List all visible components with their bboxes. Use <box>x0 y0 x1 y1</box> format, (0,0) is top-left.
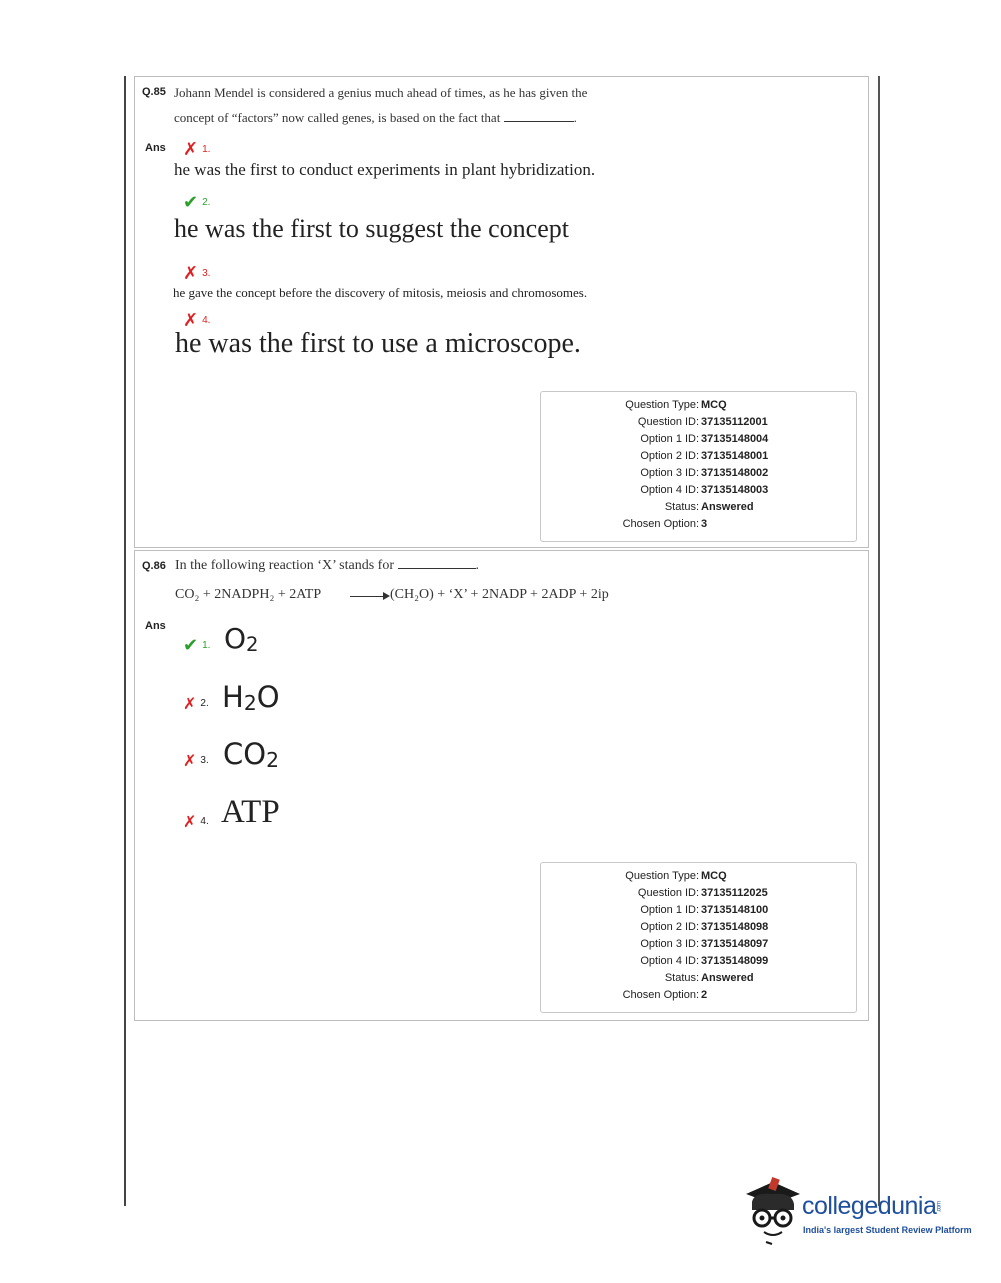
meta-row: Question Type : MCQ <box>625 399 727 411</box>
meta-key: Option 3 ID <box>640 938 696 950</box>
logo-suffix: .com <box>936 1201 943 1213</box>
logo-tagline: India's largest Student Review Platform <box>803 1225 972 1235</box>
option-2-mark <box>183 192 210 213</box>
cross-icon: ✗ <box>183 263 199 284</box>
meta-key: Question ID <box>637 416 696 428</box>
meta-value: MCQ <box>701 870 727 882</box>
option-number: 4. <box>202 315 211 326</box>
check-icon: ✔ <box>183 635 199 656</box>
option-3-text: CO2 <box>223 737 279 773</box>
meta-key: Question Type <box>625 870 696 882</box>
mascot-icon <box>742 1176 804 1246</box>
meta-row: Question ID : 37135112025 <box>637 887 768 899</box>
question-text-end: . <box>475 558 480 573</box>
meta-value: 37135112001 <box>701 416 768 428</box>
meta-value: 37135148004 <box>701 433 769 445</box>
option-4-mark <box>183 812 209 831</box>
answer-blank <box>504 121 574 122</box>
meta-key: Chosen Option <box>622 518 696 530</box>
check-icon: ✔ <box>183 192 199 213</box>
option-3-mark <box>183 263 210 284</box>
question-number: Q.86 <box>142 560 166 572</box>
question-text <box>174 110 577 126</box>
left-frame-line <box>124 76 126 1206</box>
option-number: 2. <box>200 698 209 709</box>
meta-key: Status <box>664 501 696 513</box>
reaction-arrow-line <box>350 596 384 597</box>
meta-key: Option 2 ID <box>640 921 696 933</box>
option-number: 3. <box>202 268 211 279</box>
meta-value: Answered <box>701 972 754 984</box>
logo-wordmark <box>802 1192 945 1221</box>
meta-row: Status : Answered <box>664 501 754 513</box>
option-4-text: he was the first to use a microscope. <box>175 328 581 359</box>
question-85-meta-box <box>540 391 857 542</box>
meta-value: 37135148097 <box>701 938 769 950</box>
option-number: 1. <box>202 144 211 155</box>
meta-row: Question ID : 37135112001 <box>637 416 768 428</box>
meta-key: Option 1 ID <box>640 433 696 445</box>
meta-row: Option 3 ID : 37135148002 <box>640 467 769 479</box>
option-1-mark <box>183 139 210 160</box>
cross-icon: ✗ <box>183 139 199 160</box>
meta-key: Chosen Option <box>622 989 696 1001</box>
reaction-right: (CH₂O) + ‘X’ + 2NADP + 2ADP + 2ip <box>390 587 609 602</box>
option-1-mark <box>183 635 214 656</box>
question-text-end: . <box>573 110 577 125</box>
meta-key: Option 3 ID <box>640 467 696 479</box>
reaction-arrow-head <box>383 592 390 600</box>
question-number: Q.85 <box>142 86 166 98</box>
option-number: 1. <box>202 640 211 651</box>
question-text <box>174 85 587 101</box>
collegedunia-logo <box>742 1176 982 1246</box>
meta-value: 37135148099 <box>701 955 769 967</box>
logo-name: collegedunia <box>802 1192 937 1220</box>
question-text-line2: concept of “factors” now called genes, is based on the fact that <box>174 110 501 125</box>
question-86-meta-box <box>540 862 857 1013</box>
option-2-mark <box>183 694 209 713</box>
meta-row: Option 2 ID : 37135148001 <box>640 450 769 462</box>
ans-label: Ans <box>145 142 166 154</box>
meta-row: Option 3 ID : 37135148097 <box>640 938 769 950</box>
option-1-text: O2 <box>224 622 259 656</box>
question-text-line1: Johann Mendel is considered a genius much ahead of times, as he has given the <box>174 85 588 100</box>
meta-value: MCQ <box>701 399 727 411</box>
meta-value: 3 <box>701 518 708 530</box>
option-number: 4. <box>200 816 209 827</box>
option-4-text: ATP <box>221 794 280 830</box>
cross-icon: ✗ <box>183 694 197 713</box>
cross-icon: ✗ <box>183 812 197 831</box>
option-2-text: he was the first to suggest the concept <box>174 214 569 243</box>
option-3-text: he gave the concept before the discovery of mitosis, meiosis and chromosomes. <box>173 285 588 300</box>
meta-key: Question ID <box>637 887 696 899</box>
meta-key: Option 4 ID <box>640 484 696 496</box>
meta-row: Chosen Option : 2 <box>622 989 708 1001</box>
cross-icon: ✗ <box>183 310 199 331</box>
meta-key: Option 1 ID <box>640 904 696 916</box>
meta-value: 37135148098 <box>701 921 769 933</box>
meta-row: Option 2 ID : 37135148098 <box>640 921 769 933</box>
option-3-mark <box>183 751 209 770</box>
meta-value: 37135148002 <box>701 467 769 479</box>
meta-row: Option 4 ID : 37135148003 <box>640 484 769 496</box>
meta-value: Answered <box>701 501 754 513</box>
cross-icon: ✗ <box>183 751 197 770</box>
option-1-text: he was the first to conduct experiments in plant hybridization. <box>174 160 596 179</box>
meta-value: 37135148100 <box>701 904 769 916</box>
meta-value: 37135148001 <box>701 450 769 462</box>
meta-value: 37135112025 <box>701 887 768 899</box>
meta-row: Status : Answered <box>664 972 754 984</box>
question-text-main: In the following reaction ‘X’ stands for <box>175 558 395 573</box>
meta-row: Option 1 ID : 37135148100 <box>640 904 769 916</box>
meta-key: Option 4 ID <box>640 955 696 967</box>
ans-label: Ans <box>145 620 166 632</box>
question-text <box>175 558 479 574</box>
meta-value: 2 <box>701 989 708 1001</box>
option-number: 2. <box>202 197 211 208</box>
meta-key: Question Type <box>625 399 696 411</box>
right-frame-line <box>878 76 880 1206</box>
meta-row: Option 4 ID : 37135148099 <box>640 955 769 967</box>
meta-row: Question Type : MCQ <box>625 870 727 882</box>
meta-key: Option 2 ID <box>640 450 696 462</box>
meta-row: Chosen Option : 3 <box>622 518 708 530</box>
meta-row: Option 1 ID : 37135148004 <box>640 433 769 445</box>
reaction-left: CO₂ + 2NADPH₂ + 2ATP <box>175 587 322 602</box>
meta-value: 37135148003 <box>701 484 769 496</box>
answer-blank <box>398 568 476 569</box>
option-number: 3. <box>200 755 209 766</box>
meta-key: Status <box>664 972 696 984</box>
option-2-text: H2O <box>222 680 280 716</box>
